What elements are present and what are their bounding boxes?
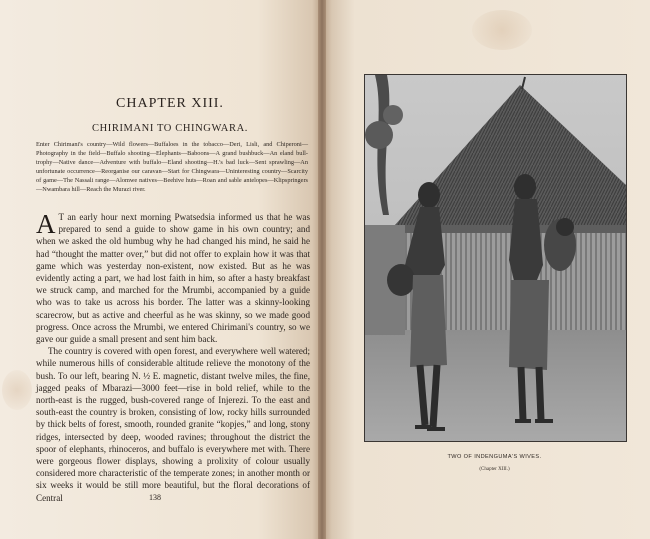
paper-stain xyxy=(2,370,32,410)
chapter-body xyxy=(36,211,310,504)
ground xyxy=(365,330,626,441)
paper-stain xyxy=(472,10,532,50)
paragraph-1 xyxy=(36,211,310,345)
paragraph-2: The country is covered with open forest, and everywhere well watered; while numerous hills of considerable altitude relieve the monotony of the bush. To our left, bearing N. ½ E. magnetic, distant twelve miles, the fine, jagged peaks of Mbarazi—3000 feet—rise in bold relief, while to the north-east is the rugged, bush-covered range of Injerezi. To the east and south-east the country is broken, consisting of low, rocky hills surrounded by thick belts of forest, smooth, rounded granite “kopjes,” and long, stony ridges, intersected by deep, wooded ravines; throughout the district the spoor of elephants, rhinoceros, and buffalo is everywhere met with. There were gorgeous flower displays, showing a prolixity of colour usually considered more characteristic of the temperate zones; in another month or six weeks it would be still more beautiful, but the floral decorations of Central xyxy=(36,346,310,503)
chapter-title: CHAPTER XIII. xyxy=(116,96,224,111)
chapter-subtitle: CHIRIMANI TO CHINGWARA. xyxy=(91,123,249,134)
paragraph-1-text: T an early hour next morning Pwatsedsia informed us that he was prepared to send a guide to show game in his own country; and when we asked the old humbug why he had changed his mind, he said he had “thought the matter over,” but did not offer to explain how it was that game which was yesterday non-existent, now existed. But as he was evidently acting a part, we had lost faith in him, so after a hasty breakfast we struck camp, and marched for the Mrumbi, accompanied by a guide who was to take us across his border. The latter was a skinny-looking scarecrow, but as active and cheerful as he was skinny, so we made good progress. Once across the Mrumbi, we entered Chirimani's country, so we gave our guide a small present and sent him back. xyxy=(36,212,310,345)
page-number: 138 xyxy=(149,493,161,502)
drop-cap: A xyxy=(36,209,56,239)
book-gutter xyxy=(318,0,326,539)
photo-caption-reference: (Chapter XIII.) xyxy=(479,467,510,472)
photo-caption: TWO OF INDENGUMA'S WIVES. xyxy=(447,454,542,460)
photo-plate xyxy=(364,74,627,442)
photo-illustration xyxy=(365,75,626,441)
chapter-summary: Enter Chirimani's country—Wild flowers—Buffaloes in the tobacco—Deri, Lisli, and Chiperoni—Photography in the field—Buffalo shooting—Elephants—Baboons—A grand bushbuck—An eland bull-trophy—Native dance—Adventure with buffalo—Eland shooting—H.'s bad luck—Sent sprawling—An unfortunate occurrence—Reorganise our caravan—Start for Chingwara—Uninteresting country—Scarcity of game—The Nassali range—Alomwe natives—Beehive huts—Roan and sable antelopes—Klipspringers—Nwambara hill—Reach the Murazi river. xyxy=(36,141,308,193)
